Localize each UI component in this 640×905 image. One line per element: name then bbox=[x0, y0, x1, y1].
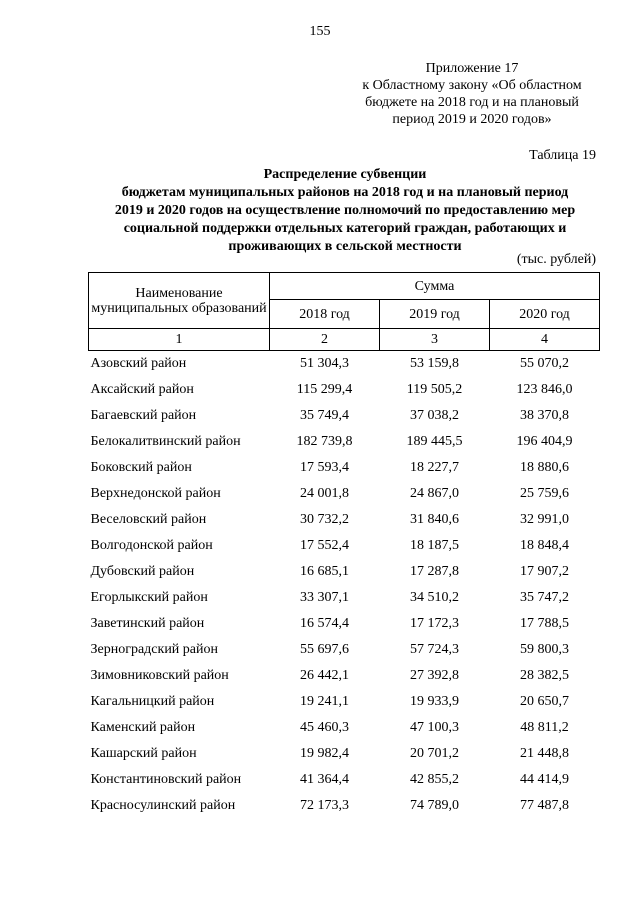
table-row bbox=[89, 377, 600, 403]
title-line: проживающих в сельской местности bbox=[228, 239, 462, 254]
document-title bbox=[60, 166, 630, 256]
units-label: (тыс. рублей) bbox=[516, 252, 596, 267]
value-2019: 18 187,5 bbox=[410, 538, 459, 553]
value-2020: 196 404,9 bbox=[516, 434, 573, 449]
value-2019: 74 789,0 bbox=[410, 798, 459, 813]
district-name: Дубовский район bbox=[90, 564, 195, 579]
value-2018: 16 574,4 bbox=[300, 616, 349, 631]
value-2018: 30 732,2 bbox=[300, 512, 349, 527]
value-2020: 123 846,0 bbox=[516, 382, 573, 397]
value-2020: 48 811,2 bbox=[520, 720, 569, 735]
value-2020: 35 747,2 bbox=[520, 590, 569, 605]
value-2020: 32 991,0 bbox=[520, 512, 569, 527]
value-2018: 17 552,4 bbox=[300, 538, 349, 553]
appendix-line: бюджете на 2018 год и на плановый bbox=[365, 95, 579, 110]
district-name: Белокалитвинский район bbox=[90, 434, 241, 449]
value-2019: 27 392,8 bbox=[410, 668, 459, 683]
value-2019: 37 038,2 bbox=[410, 408, 459, 423]
value-2018: 33 307,1 bbox=[300, 590, 349, 605]
table-row bbox=[89, 403, 600, 429]
value-2020: 44 414,9 bbox=[520, 772, 569, 787]
value-2018: 45 460,3 bbox=[300, 720, 349, 735]
column-number: 2 bbox=[270, 329, 380, 351]
table-row bbox=[89, 611, 600, 637]
value-2019: 31 840,6 bbox=[410, 512, 459, 527]
table-row bbox=[89, 715, 600, 741]
district-name: Заветинский район bbox=[90, 616, 205, 631]
district-name: Красносулинский район bbox=[90, 798, 236, 813]
district-name: Зимовниковский район bbox=[90, 668, 229, 683]
table-row bbox=[89, 689, 600, 715]
value-2020: 25 759,6 bbox=[520, 486, 569, 501]
value-2020: 20 650,7 bbox=[520, 694, 569, 709]
title-line: бюджетам муниципальных районов на 2018 год и на плановый период bbox=[121, 185, 569, 200]
district-name: Аксайский район bbox=[90, 382, 194, 397]
header-year-2019: 2019 год bbox=[380, 300, 490, 329]
value-2020: 38 370,8 bbox=[520, 408, 569, 423]
title-line: Распределение субвенции bbox=[263, 167, 427, 182]
value-2020: 17 907,2 bbox=[520, 564, 569, 579]
column-number: 4 bbox=[490, 329, 600, 351]
district-name: Егорлыкский район bbox=[90, 590, 208, 605]
value-2020: 77 487,8 bbox=[520, 798, 569, 813]
value-2018: 72 173,3 bbox=[300, 798, 349, 813]
subsidy-table-container bbox=[88, 272, 599, 819]
value-2018: 19 241,1 bbox=[300, 694, 349, 709]
header-name: Наименование муниципальных образований bbox=[89, 273, 270, 329]
appendix-line: к Областному закону «Об областном bbox=[362, 78, 582, 93]
table-row bbox=[89, 429, 600, 455]
value-2019: 18 227,7 bbox=[410, 460, 459, 475]
value-2020: 18 848,4 bbox=[520, 538, 569, 553]
district-name: Каменский район bbox=[90, 720, 196, 735]
table-row bbox=[89, 481, 600, 507]
value-2018: 17 593,4 bbox=[300, 460, 349, 475]
district-name: Зерноградский район bbox=[90, 642, 218, 657]
district-name: Константиновский район bbox=[90, 772, 242, 787]
appendix-line: период 2019 и 2020 годов» bbox=[392, 112, 552, 127]
column-number: 1 bbox=[89, 329, 270, 351]
appendix-line: Приложение 17 bbox=[425, 61, 519, 76]
header-year-2018: 2018 год bbox=[270, 300, 380, 329]
table-row bbox=[89, 559, 600, 585]
table-row bbox=[89, 507, 600, 533]
district-name: Боковский район bbox=[90, 460, 192, 475]
value-2019: 19 933,9 bbox=[410, 694, 459, 709]
table-row bbox=[89, 351, 600, 378]
value-2018: 24 001,8 bbox=[300, 486, 349, 501]
table-row bbox=[89, 767, 600, 793]
value-2019: 57 724,3 bbox=[410, 642, 459, 657]
value-2019: 42 855,2 bbox=[410, 772, 459, 787]
district-name: Азовский район bbox=[90, 356, 187, 371]
value-2019: 17 287,8 bbox=[410, 564, 459, 579]
table-row bbox=[89, 533, 600, 559]
district-name: Верхнедонской район bbox=[90, 486, 221, 501]
district-name: Веселовский район bbox=[90, 512, 207, 527]
value-2020: 18 880,6 bbox=[520, 460, 569, 475]
value-2020: 55 070,2 bbox=[520, 356, 569, 371]
table-row bbox=[89, 793, 600, 819]
value-2020: 59 800,3 bbox=[520, 642, 569, 657]
value-2019: 47 100,3 bbox=[410, 720, 459, 735]
header-sum: Сумма bbox=[270, 273, 600, 300]
district-name: Кашарский район bbox=[90, 746, 197, 761]
value-2018: 16 685,1 bbox=[300, 564, 349, 579]
value-2019: 34 510,2 bbox=[410, 590, 459, 605]
table-body bbox=[89, 351, 600, 820]
district-name: Кагальницкий район bbox=[90, 694, 215, 709]
appendix-reference bbox=[340, 60, 604, 128]
value-2018: 55 697,6 bbox=[300, 642, 349, 657]
value-2019: 119 505,2 bbox=[406, 382, 463, 397]
value-2020: 21 448,8 bbox=[520, 746, 569, 761]
district-name: Багаевский район bbox=[90, 408, 197, 423]
value-2018: 19 982,4 bbox=[300, 746, 349, 761]
title-line: социальной поддержки отдельных категорий граждан, работающих и bbox=[123, 221, 567, 236]
value-2018: 182 739,8 bbox=[296, 434, 353, 449]
value-2018: 115 299,4 bbox=[296, 382, 353, 397]
value-2018: 26 442,1 bbox=[300, 668, 349, 683]
table-row bbox=[89, 663, 600, 689]
district-name: Волгодонской район bbox=[90, 538, 213, 553]
value-2020: 28 382,5 bbox=[520, 668, 569, 683]
table-row bbox=[89, 741, 600, 767]
title-line: 2019 и 2020 годов на осуществление полномочий по предоставлению мер bbox=[114, 203, 576, 218]
value-2018: 35 749,4 bbox=[300, 408, 349, 423]
table-label: Таблица 19 bbox=[529, 148, 596, 163]
value-2020: 17 788,5 bbox=[520, 616, 569, 631]
table-row bbox=[89, 455, 600, 481]
value-2019: 24 867,0 bbox=[410, 486, 459, 501]
value-2019: 189 445,5 bbox=[406, 434, 463, 449]
table-row bbox=[89, 585, 600, 611]
value-2019: 17 172,3 bbox=[410, 616, 459, 631]
value-2018: 51 304,3 bbox=[300, 356, 349, 371]
page-number: 155 bbox=[309, 24, 331, 39]
value-2018: 41 364,4 bbox=[300, 772, 349, 787]
subsidy-table bbox=[88, 272, 600, 819]
table-row bbox=[89, 637, 600, 663]
value-2019: 53 159,8 bbox=[410, 356, 459, 371]
value-2019: 20 701,2 bbox=[410, 746, 459, 761]
header-year-2020: 2020 год bbox=[490, 300, 600, 329]
column-number: 3 bbox=[380, 329, 490, 351]
